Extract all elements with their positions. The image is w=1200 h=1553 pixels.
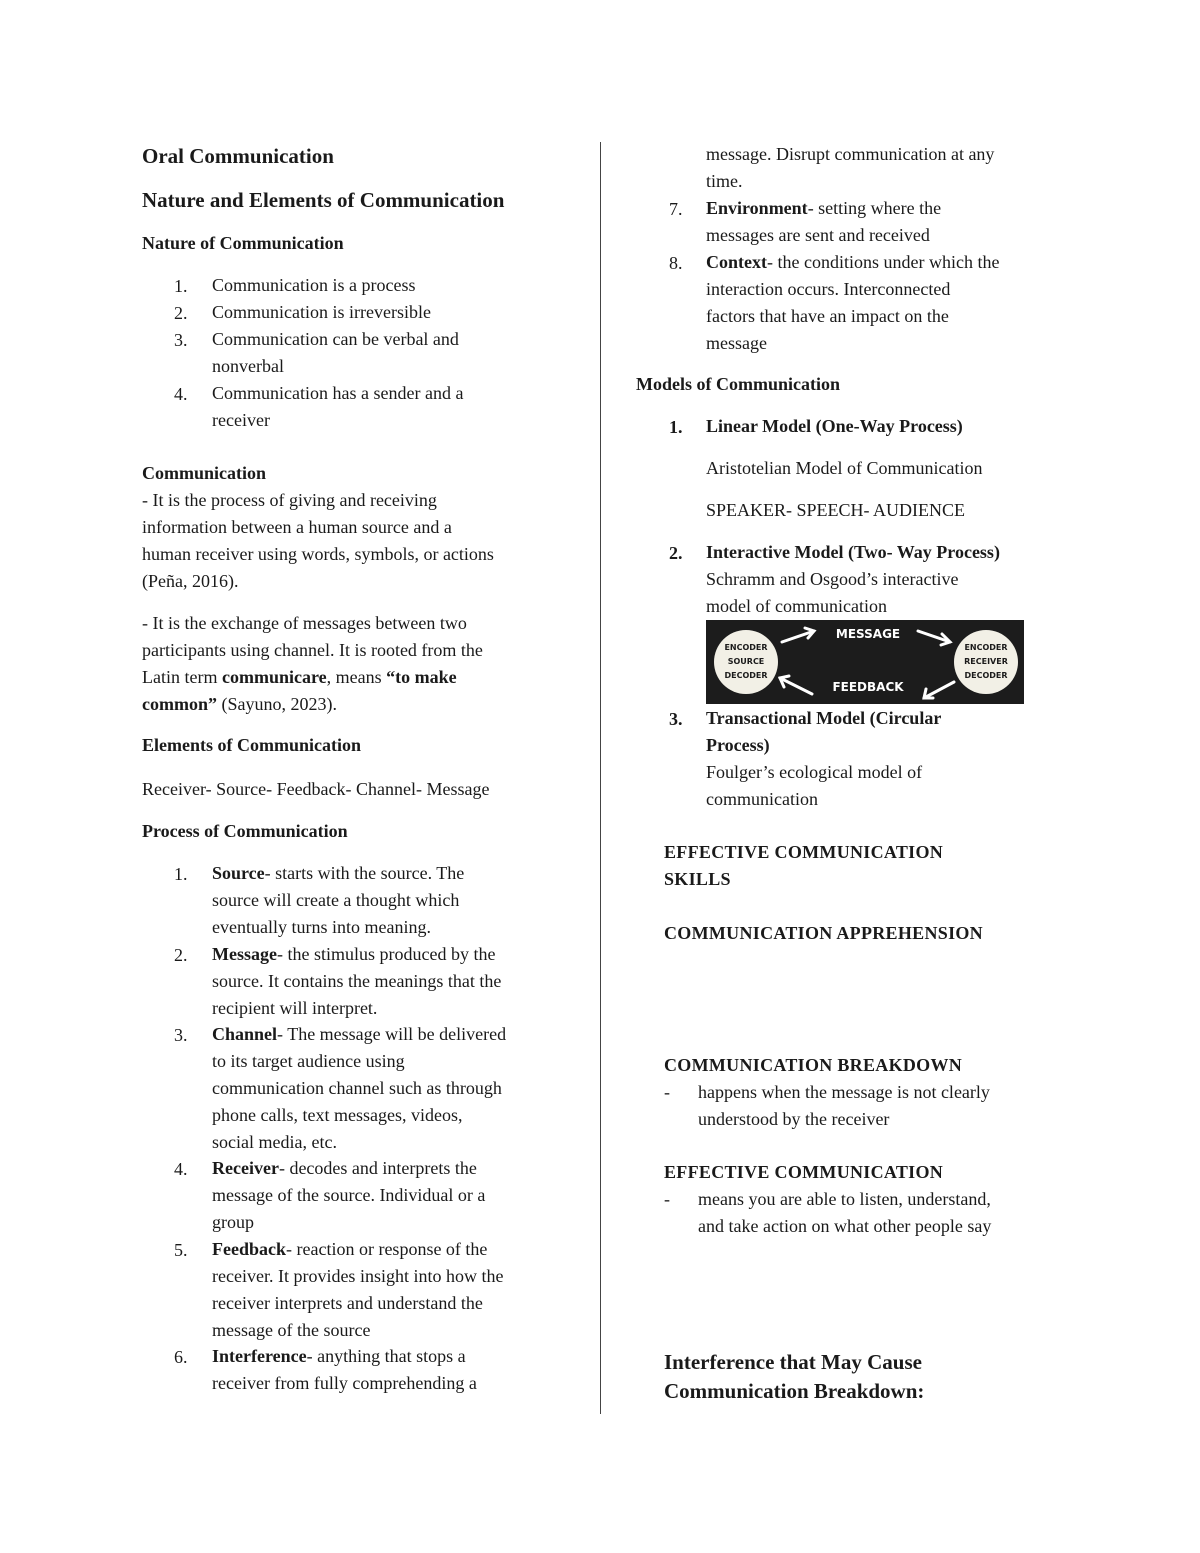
list-item: Communication can be verbal and — [212, 329, 459, 349]
interactive-model-diagram — [706, 620, 1024, 704]
list-item: source. It contains the meanings that the — [212, 971, 502, 991]
paragraph-line: information between a human source and a — [142, 517, 452, 537]
feedback-label: FEEDBACK — [832, 680, 904, 694]
receiver-line-3: DECODER — [964, 671, 1008, 680]
term: Environment — [706, 198, 808, 218]
breakdown-heading: COMMUNICATION BREAKDOWN — [664, 1055, 963, 1075]
text-run: - the conditions under which the — [767, 252, 1000, 272]
effective-heading: EFFECTIVE COMMUNICATION — [664, 1162, 944, 1182]
list-item — [212, 1155, 477, 1182]
list-item: phone calls, text messages, videos, — [212, 1105, 463, 1125]
list-item: receiver from fully comprehending a — [212, 1373, 477, 1393]
breakdown-text: happens when the message is not clearly — [698, 1082, 990, 1102]
dash-bullet: - — [664, 1189, 670, 1209]
term: Context — [706, 252, 767, 272]
list-number: 4. — [174, 384, 188, 404]
list-item: Communication is a process — [212, 275, 416, 295]
list-item: to its target audience using — [212, 1051, 405, 1071]
source-line-1: ENCODER — [724, 643, 768, 652]
text-run: , means — [326, 667, 387, 687]
paragraph-line: - It is the process of giving and receiving — [142, 490, 437, 510]
paragraph-line: - It is the exchange of messages between two — [142, 613, 467, 633]
text-run: Latin term — [142, 667, 222, 687]
list-item — [706, 195, 941, 222]
text-run: - reaction or response of the — [286, 1239, 488, 1259]
list-number: 1. — [174, 864, 188, 884]
text-run: (Sayuno, 2023). — [217, 694, 337, 714]
term: Receiver — [212, 1158, 279, 1178]
term-common: common” — [142, 694, 217, 714]
document-subtitle: Nature and Elements of Communication — [142, 188, 505, 212]
ecs-heading: SKILLS — [664, 869, 731, 889]
text-run: - setting where the — [807, 198, 942, 218]
term-communicare: communicare — [221, 667, 327, 687]
message-label: MESSAGE — [835, 627, 901, 641]
process-heading: Process of Communication — [142, 821, 348, 841]
list-item: receiver — [212, 410, 270, 430]
interference-heading: Interference that May Cause — [664, 1350, 922, 1374]
list-item — [212, 860, 464, 887]
model-description: model of communication — [706, 596, 887, 616]
source-line-2: SOURCE — [727, 657, 765, 666]
list-item: social media, etc. — [212, 1132, 337, 1152]
paragraph-line — [142, 664, 457, 691]
term-to-make: “to make — [386, 667, 457, 687]
list-number: 8. — [669, 253, 683, 273]
text-run: - The message will be delivered — [277, 1024, 507, 1044]
list-number: 2. — [174, 945, 188, 965]
receiver-line-2: RECEIVER — [964, 657, 1008, 666]
list-item: receiver interprets and understand the — [212, 1293, 483, 1313]
list-number: 6. — [174, 1347, 188, 1367]
paragraph-line: (Peña, 2016). — [142, 571, 239, 591]
effective-text: means you are able to listen, understand, — [698, 1189, 991, 1209]
text-run: - starts with the source. The — [264, 863, 465, 883]
elements-heading: Elements of Communication — [142, 735, 361, 755]
apprehension-heading: COMMUNICATION APPREHENSION — [664, 923, 983, 943]
document-title: Oral Communication — [142, 144, 334, 168]
list-number: 2. — [669, 543, 683, 563]
model-title: Interactive Model (Two- Way Process) — [706, 542, 1000, 562]
list-item: receiver. It provides insight into how the — [212, 1266, 504, 1286]
list-number: 3. — [174, 1025, 188, 1045]
column-divider — [600, 142, 601, 1414]
list-item — [212, 1236, 487, 1263]
list-item: message — [706, 333, 767, 353]
dash-bullet: - — [664, 1082, 670, 1102]
list-item: nonverbal — [212, 356, 284, 376]
ecs-heading: EFFECTIVE COMMUNICATION — [664, 842, 944, 862]
list-item: recipient will interpret. — [212, 998, 378, 1018]
list-item: eventually turns into meaning. — [212, 917, 431, 937]
list-number: 5. — [174, 1240, 188, 1260]
list-number: 7. — [669, 199, 683, 219]
list-item — [212, 941, 495, 968]
nature-heading: Nature of Communication — [142, 233, 344, 253]
term: Feedback — [212, 1239, 286, 1259]
term: Source — [212, 863, 265, 883]
list-number: 3. — [669, 709, 683, 729]
text-run: - the stimulus produced by the — [276, 944, 496, 964]
receiver-line-1: ENCODER — [964, 643, 1008, 652]
list-item: communication channel such as through — [212, 1078, 502, 1098]
list-item: interaction occurs. Interconnected — [706, 279, 951, 299]
diagram-svg — [706, 620, 1024, 704]
list-item: source will create a thought which — [212, 890, 460, 910]
list-number: 1. — [174, 276, 188, 296]
list-item: message of the source — [212, 1320, 371, 1340]
breakdown-text: understood by the receiver — [698, 1109, 890, 1129]
model-title: Transactional Model (Circular — [706, 708, 942, 728]
text-run: - anything that stops a — [306, 1346, 466, 1366]
elements-text: Receiver- Source- Feedback- Channel- Message — [142, 779, 490, 799]
model-subtitle: Aristotelian Model of Communication — [706, 458, 983, 478]
list-item: Communication has a sender and a — [212, 383, 464, 403]
list-item: messages are sent and received — [706, 225, 930, 245]
paragraph-line — [142, 691, 337, 718]
model-description: Foulger’s ecological model of — [706, 762, 923, 782]
model-title: Linear Model (One-Way Process) — [706, 416, 963, 436]
list-number: 3. — [174, 330, 188, 350]
list-item: message. Disrupt communication at any — [706, 144, 995, 164]
list-item: Communication is irreversible — [212, 302, 431, 322]
model-title: Process) — [706, 735, 770, 755]
list-number: 1. — [669, 417, 683, 437]
list-item: factors that have an impact on the — [706, 306, 949, 326]
term: Interference — [212, 1346, 307, 1366]
effective-text: and take action on what other people say — [698, 1216, 992, 1236]
communication-heading: Communication — [142, 463, 267, 483]
list-item — [212, 1021, 506, 1048]
list-number: 4. — [174, 1159, 188, 1179]
interference-heading: Communication Breakdown: — [664, 1379, 925, 1403]
arrow-icon — [924, 682, 954, 698]
model-flow: SPEAKER- SPEECH- AUDIENCE — [706, 500, 966, 520]
models-heading: Models of Communication — [636, 374, 840, 394]
paragraph-line: participants using channel. It is rooted from the — [142, 640, 483, 660]
text-run: - decodes and interprets the — [278, 1158, 477, 1178]
model-description: Schramm and Osgood’s interactive — [706, 569, 959, 589]
list-item: message of the source. Individual or a — [212, 1185, 486, 1205]
paragraph-line: human receiver using words, symbols, or actions — [142, 544, 494, 564]
list-number: 2. — [174, 303, 188, 323]
list-item — [706, 249, 999, 276]
source-line-3: DECODER — [724, 671, 768, 680]
list-item — [212, 1343, 466, 1370]
list-item: time. — [706, 171, 743, 191]
term: Channel — [212, 1024, 278, 1044]
list-item: group — [212, 1212, 254, 1232]
term: Message — [212, 944, 277, 964]
model-description: communication — [706, 789, 818, 809]
